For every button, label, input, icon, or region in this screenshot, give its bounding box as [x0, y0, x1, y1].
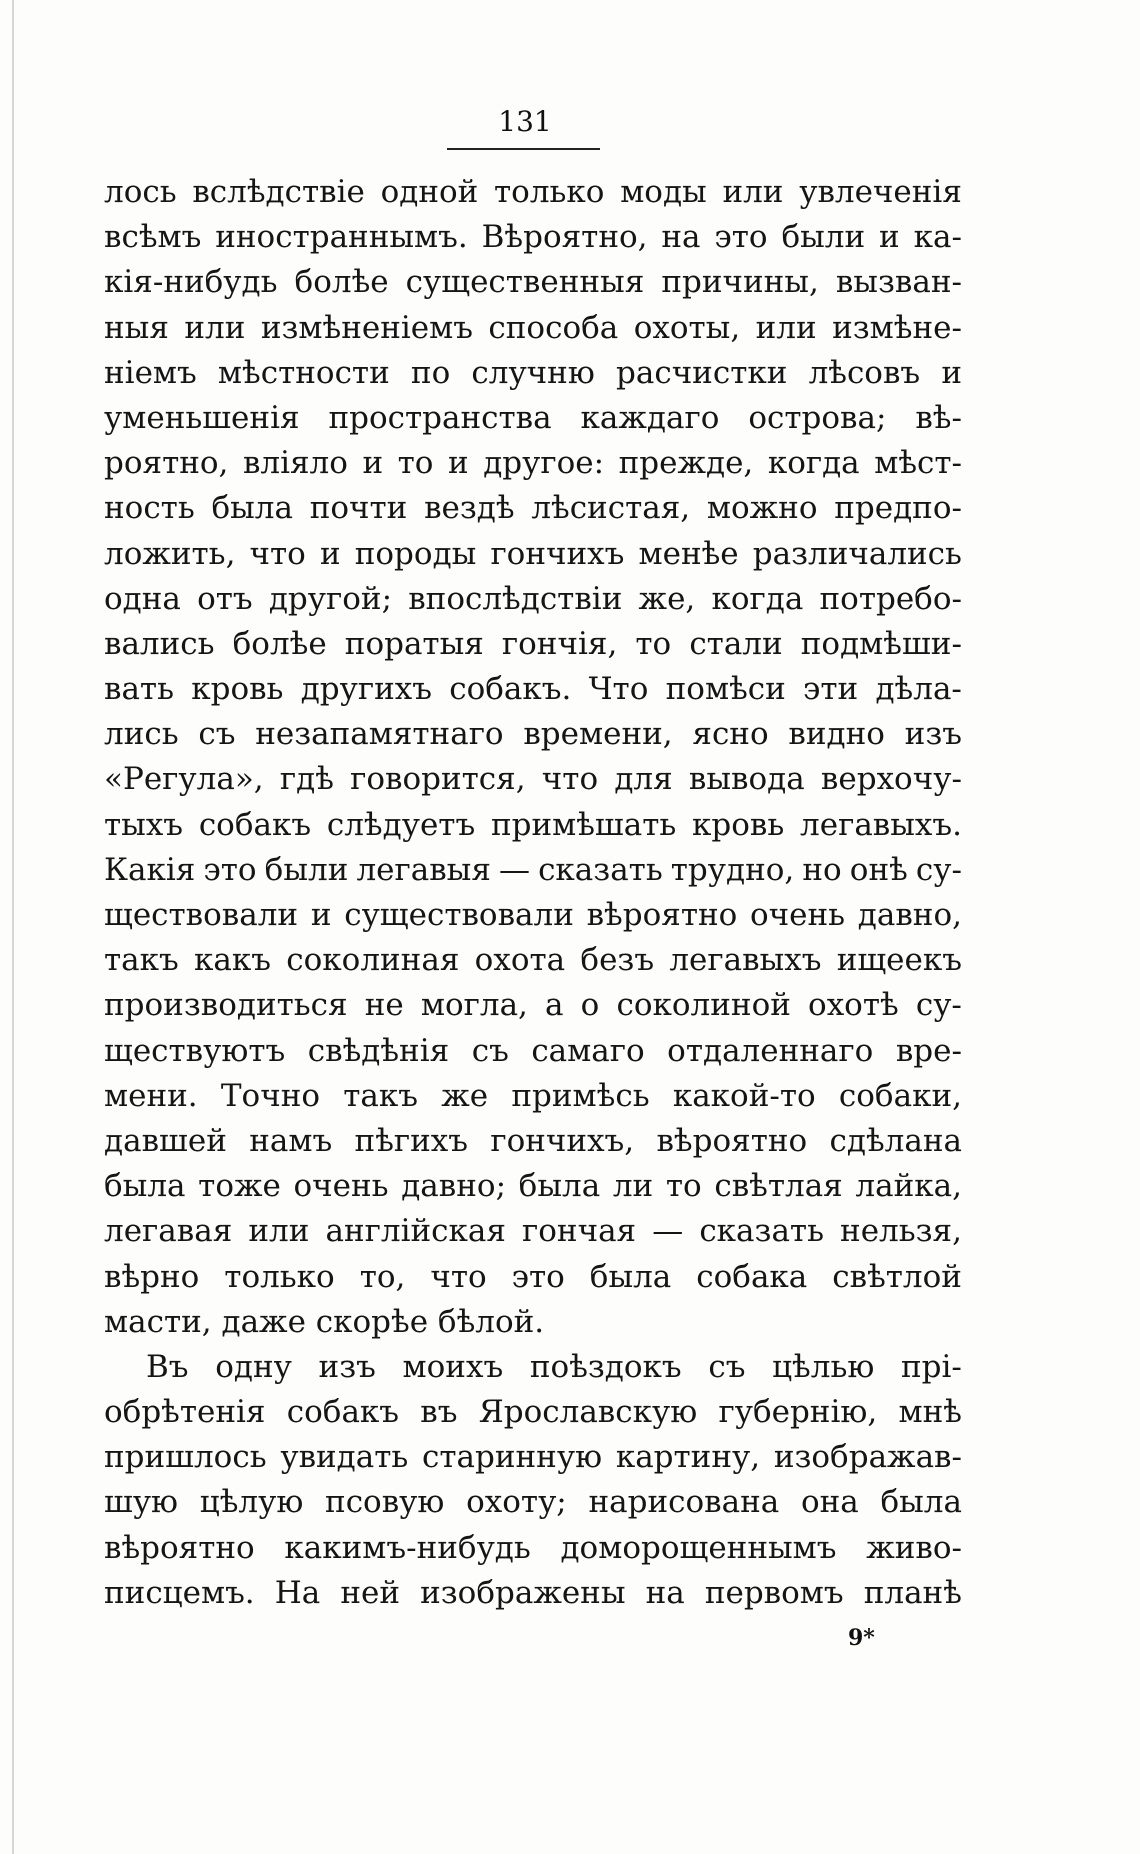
text-line: производиться не могла, а о соколиной охотѣ су- [104, 987, 962, 1024]
text-line: лись съ незапамятнаго времени, ясно видно изъ [104, 716, 962, 753]
page-edge-line [12, 0, 14, 1854]
text-line: ществовали и существовали вѣроятно очень давно, [104, 897, 962, 933]
text-line: вать кровь другихъ собакъ. Что помѣси эти дѣла- [104, 671, 962, 708]
text-line: ность была почти вездѣ лѣсистая, можно предпо- [104, 490, 962, 527]
text-line: давшей намъ пѣгихъ гончихъ, вѣроятно сдѣлана [104, 1122, 962, 1159]
text-line: вѣрно только то, что это была собака свѣтлой [104, 1258, 962, 1295]
paragraph-first-line: Въ одну изъ моихъ поѣздокъ съ цѣлью прі- [146, 1348, 962, 1385]
text-line: ніемъ мѣстности по случню расчистки лѣсовъ и [104, 354, 962, 391]
body-text [104, 170, 962, 1616]
text-line: «Регула», гдѣ говорится, что для вывода верхочу- [104, 761, 962, 798]
text-line: была тоже очень давно; была ли то свѣтлая лайка, [104, 1168, 962, 1205]
text-line: мени. Точно такъ же примѣсь какой-то собаки, [104, 1077, 962, 1114]
text-line: ложить, что и породы гончихъ менѣе различались [104, 535, 962, 572]
text-line: писцемъ. На ней изображены на первомъ планѣ [104, 1574, 962, 1611]
paragraph-last-line: масти, даже скорѣе бѣлой. [104, 1303, 545, 1340]
text-line: ныя или измѣненіемъ способа охоты, или измѣне- [104, 309, 962, 346]
text-line: ществуютъ свѣдѣнія съ самаго отдаленнаго вре- [104, 1032, 962, 1069]
text-line: шую цѣлую псовую охоту; нарисована она была [104, 1484, 962, 1521]
text-line: уменьшенія пространства каждаго острова; вѣ- [104, 399, 962, 436]
text-line: Какія это были легавыя — сказать трудно, но онѣ су- [104, 851, 962, 888]
text-line: вѣроятно какимъ-нибудь доморощеннымъ живо- [104, 1529, 962, 1566]
text-line: пришлось увидать старинную картину, изображав- [104, 1439, 962, 1476]
text-line: такъ какъ соколиная охота безъ легавыхъ ищеекъ [104, 942, 962, 979]
text-line: обрѣтенія собакъ въ Ярославскую губернію, мнѣ [104, 1394, 962, 1431]
text-line: лось вслѣдствіе одной только моды или увлеченія [104, 174, 962, 210]
text-line: всѣмъ иностраннымъ. Вѣроятно, на это были и ка- [104, 219, 962, 256]
text-line: тыхъ собакъ слѣдуетъ примѣшать кровь легавыхъ. [104, 806, 962, 843]
text-line: легавая или англійская гончая — сказать нельзя, [104, 1213, 962, 1250]
text-line: кія-нибудь болѣе существенныя причины, вызван- [104, 264, 962, 301]
signature-mark: 9* [848, 1625, 875, 1651]
page-number: 131 [498, 105, 552, 138]
text-line: вались болѣе поратыя гончія, то стали подмѣши- [104, 625, 962, 662]
text-line: роятно, вліяло и то и другое: прежде, когда мѣст- [104, 445, 962, 482]
text-line: одна отъ другой; впослѣдствіи же, когда потребо- [104, 580, 962, 617]
page-number-underline [447, 148, 600, 150]
